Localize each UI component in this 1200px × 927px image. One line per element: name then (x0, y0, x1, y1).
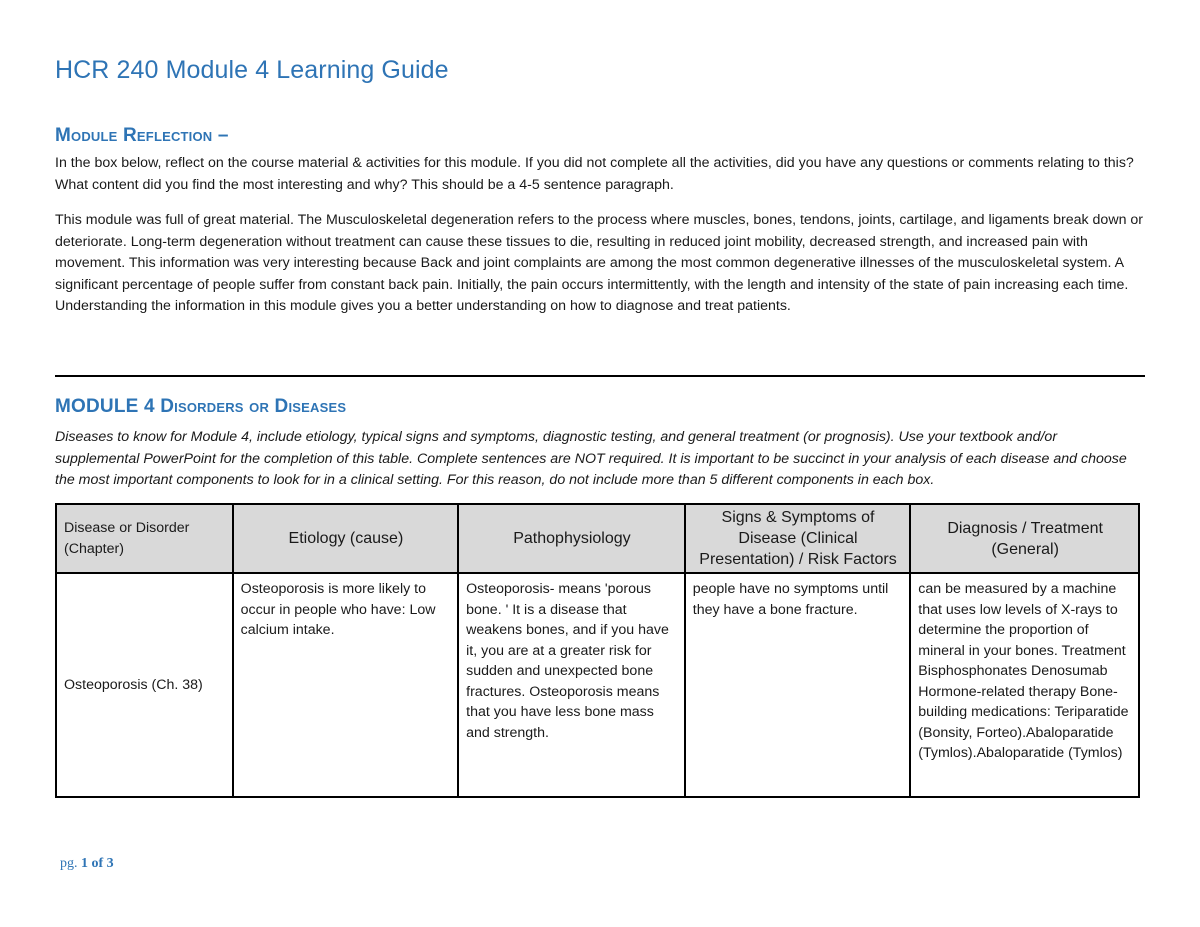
cell-diagnosis-treatment[interactable]: can be measured by a machine that uses low levels of X-rays to determine the proportion of mineral in your bones. Treatment Bisphosphonates Denosumab Hormone-related therapy Bone-building medications: Teriparatide (Bonsity, Forteo).Abaloparatide (Tymlos).Abaloparatide (Tymlos) (910, 573, 1139, 797)
cell-disease: Osteoporosis (Ch. 38) (56, 573, 233, 797)
header-diagnosis-treatment: Diagnosis / Treatment (General) (910, 504, 1139, 573)
page-prefix: pg. (60, 856, 78, 871)
disorders-heading: MODULE 4 Disorders or Diseases (55, 396, 347, 417)
header-disease: Disease or Disorder (Chapter) (56, 504, 233, 573)
page-number (60, 856, 114, 872)
header-etiology: Etiology (cause) (233, 504, 458, 573)
table-row (56, 573, 1139, 797)
cell-pathophysiology[interactable]: Osteoporosis- means 'porous bone. ' It is a disease that weakens bones, and if you have it, you are at a greater risk for sudden and unexpected bone fractures. Osteoporosis means that you have less bone mass and strength. (458, 573, 685, 797)
disorders-table (55, 503, 1140, 798)
reflection-heading: Module Reflection – (55, 125, 229, 146)
table-header-row (56, 504, 1139, 573)
document-title: HCR 240 Module 4 Learning Guide (55, 56, 449, 84)
page-count: 1 of 3 (81, 856, 114, 871)
cell-etiology[interactable]: Osteoporosis is more likely to occur in people who have: Low calcium intake. (233, 573, 458, 797)
reflection-answer[interactable]: This module was full of great material. The Musculoskeletal degeneration refers to the process where muscles, bones, tendons, joints, cartilage, and ligaments break down or deteriorate. Long-term degeneration without treatment can cause these tissues to die, resulting in reduced joint mobility, decreased strength, and increased pain with movement. This information was very interesting because Back and joint complaints are among the most common degenerative illnesses of the musculoskeletal system. A significant percentage of people suffer from constant back pain. Initially, the pain occurs intermittently, with the length and intensity of the state of pain increasing each time. Understanding the information in this module gives you a better understanding on how to diagnose and treat patients. (55, 212, 1144, 314)
header-signs-symptoms: Signs & Symptoms of Disease (Clinical Presentation) / Risk Factors (685, 504, 911, 573)
cell-signs-symptoms[interactable]: people have no symptoms until they have a bone fracture. (685, 573, 911, 797)
disorders-instructions: Diseases to know for Module 4, include etiology, typical signs and symptoms, diagnostic testing, and general treatment (or prognosis). Use your textbook and/or supplemental PowerPoint for the completion of this table. Complete sentences are NOT required. It is important to be succinct in your analysis of each disease and choose the most important components to look for in a clinical setting. For this reason, do not include more than 5 different components in each box. (55, 429, 1127, 488)
header-pathophysiology: Pathophysiology (458, 504, 685, 573)
reflection-instructions: In the box below, reflect on the course material & activities for this module. If you did not complete all the activities, did you have any questions or comments relating to this? What content did you find the most interesting and why? This should be a 4-5 sentence paragraph. (55, 155, 1134, 193)
section-divider (55, 375, 1145, 377)
